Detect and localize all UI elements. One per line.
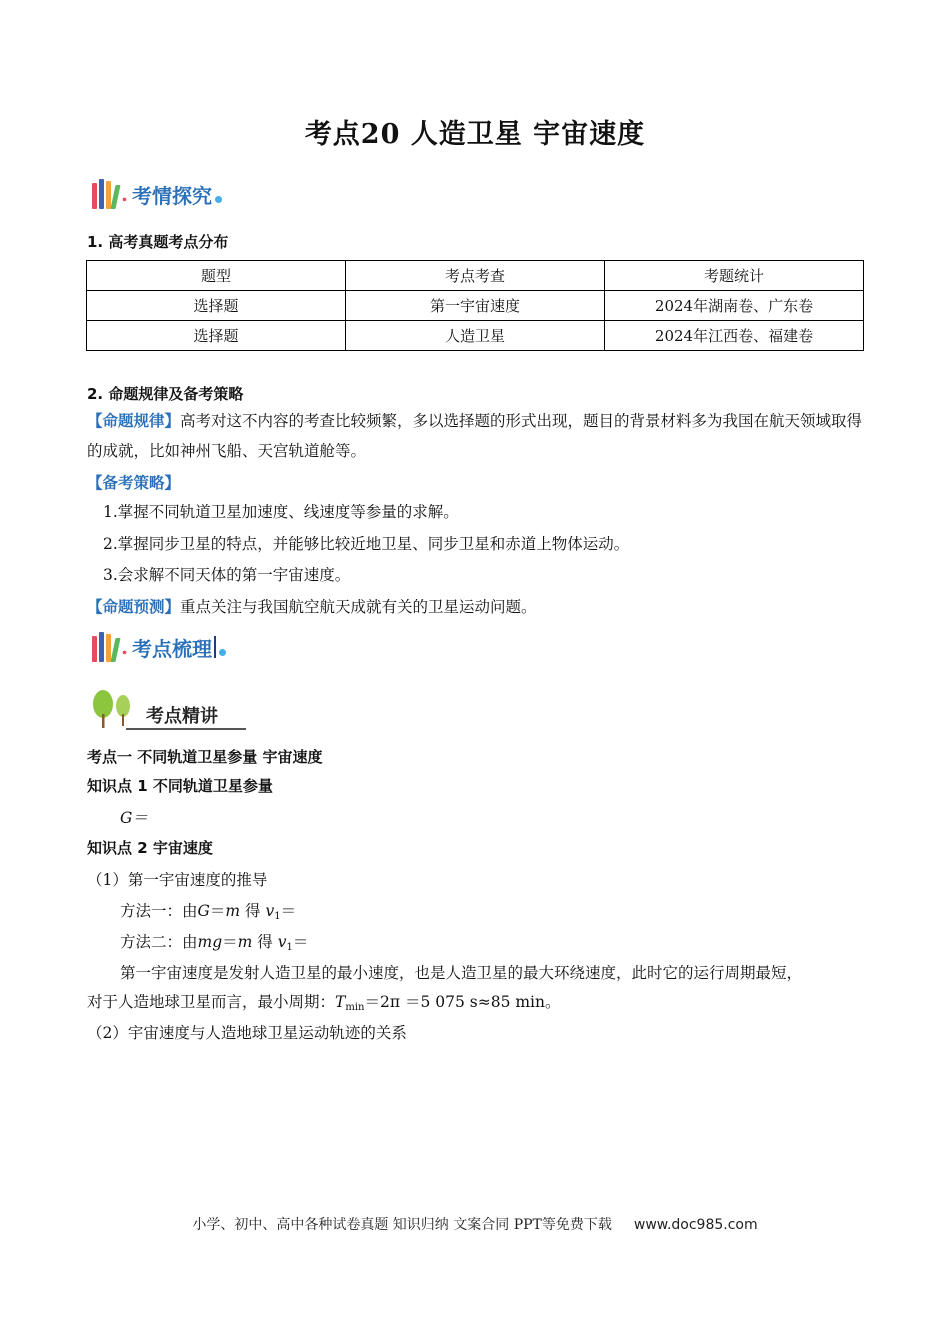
section-banner-exam-analysis: . 考情探究 bbox=[92, 177, 222, 211]
table-cell: 选择题 bbox=[87, 291, 346, 321]
dot-icon bbox=[215, 196, 222, 203]
trees-icon bbox=[90, 688, 138, 732]
exam-distribution-table bbox=[86, 260, 864, 351]
knowledge-heading: 知识点 1 不同轨道卫星参量 bbox=[87, 777, 273, 795]
table-header: 考题统计 bbox=[605, 261, 864, 291]
description-line: 对于人造地球卫星而言，最小周期：$T_{min}=2\pi =5$ 075 s≈85 min。 bbox=[87, 993, 561, 1013]
rule-tag: 【命题规律】 bbox=[87, 412, 181, 430]
banner-label: 考点精讲 bbox=[146, 706, 218, 727]
table-cell: 人造卫星 bbox=[346, 321, 605, 351]
method-two: 方法二：由mg＝m 得 $v_1=$ bbox=[120, 933, 309, 953]
knowledge-heading: 知识点 2 宇宙速度 bbox=[87, 839, 213, 857]
table-header-row bbox=[87, 261, 864, 291]
books-icon bbox=[92, 632, 118, 662]
dot-icon bbox=[219, 649, 226, 656]
banner-label: 考情探究 bbox=[131, 183, 212, 208]
point-heading: 考点一 不同轨道卫星参量 宇宙速度 bbox=[87, 748, 323, 766]
table-header: 题型 bbox=[87, 261, 346, 291]
banner-label: 考点梳理 bbox=[131, 636, 212, 661]
strategy-item: 1.掌握不同轨道卫星加速度、线速度等参量的求解。 bbox=[103, 503, 459, 521]
predict-text: 重点关注与我国航空航天成就有关的卫星运动问题。 bbox=[180, 598, 537, 616]
strategy-tag-line bbox=[87, 471, 180, 493]
strategy-item: 2.掌握同步卫星的特点，并能够比较近地卫星、同步卫星和赤道上物体运动。 bbox=[103, 535, 630, 553]
rule-text: 高考对这不内容的考查比较频繁，多以选择题的形式出现，题目的背景材料多为我国在航天领域取得的成就，比如神州飞船、天宫轨道舱等。 bbox=[87, 412, 863, 460]
method-one: 方法一：由G＝m 得 $v_1=$ bbox=[120, 902, 297, 922]
table-cell: 选择题 bbox=[87, 321, 346, 351]
item-heading: （1）第一宇宙速度的推导 bbox=[87, 871, 268, 889]
footer-text: 小学、初中、高中各种试卷真题 知识归纳 文案合同 PPT等免费下载 bbox=[192, 1217, 612, 1233]
table-row bbox=[87, 321, 864, 351]
section-heading: 1. 高考真题考点分布 bbox=[87, 233, 229, 251]
cursor-bar-icon bbox=[214, 636, 216, 658]
table-row bbox=[87, 291, 864, 321]
item-heading: （2）宇宙速度与人造地球卫星运动轨迹的关系 bbox=[87, 1024, 407, 1042]
formula-g: G＝ bbox=[120, 809, 148, 827]
footer-url[interactable]: www.doc985.com bbox=[633, 1217, 758, 1233]
predict-line bbox=[87, 595, 537, 617]
predict-tag: 【命题预测】 bbox=[87, 598, 181, 616]
banner-underline bbox=[126, 728, 246, 730]
table-cell: 2024年湖南卷、广东卷 bbox=[605, 291, 864, 321]
page-title: 考点20 人造卫星 宇宙速度 bbox=[304, 119, 646, 150]
page-footer bbox=[0, 1214, 950, 1234]
strategy-item: 3.会求解不同天体的第一宇宙速度。 bbox=[103, 566, 351, 584]
books-icon bbox=[92, 179, 118, 209]
table-header: 考点考查 bbox=[346, 261, 605, 291]
section-heading: 2. 命题规律及备考策略 bbox=[87, 385, 244, 403]
table-cell: 第一宇宙速度 bbox=[346, 291, 605, 321]
description-line: 第一宇宙速度是发射人造卫星的最小速度，也是人造卫星的最大环绕速度，此时它的运行周期最短， bbox=[120, 964, 803, 982]
section-banner-lecture bbox=[90, 688, 246, 732]
strategy-tag: 【备考策略】 bbox=[87, 474, 181, 492]
rule-paragraph bbox=[87, 407, 867, 466]
table-cell: 2024年江西卷、福建卷 bbox=[605, 321, 864, 351]
section-banner-review: . 考点梳理 bbox=[92, 630, 226, 664]
